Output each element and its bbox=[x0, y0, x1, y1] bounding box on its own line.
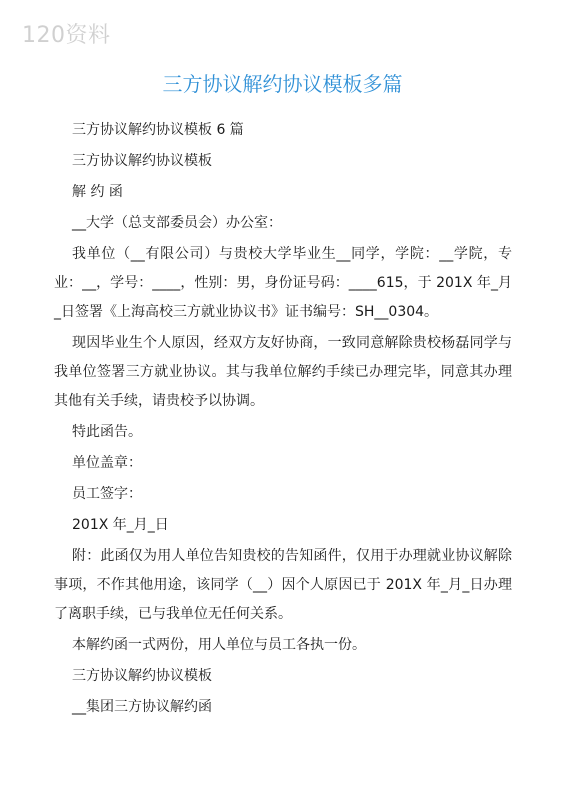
paragraph-heading: 三方协议解约协议模板 6 篇 bbox=[72, 122, 244, 138]
paragraph-body: 现因毕业生个人原因，经双方友好协商，一致同意解除贵校杨磊同学与我单位签署三方就业协议。其与我单位解约手续已办理完毕，同意其办理其他有关手续，请贵校予以协调。 bbox=[54, 335, 512, 409]
paragraph-signature: 员工签字： bbox=[72, 486, 142, 502]
paragraph-letter-title: 解 约 函 bbox=[72, 184, 123, 200]
paragraph-subheading: 三方协议解约协议模板 bbox=[72, 153, 212, 169]
paragraph-body: 我单位（__有限公司）与贵校大学毕业生__同学，学院：__学院，专业：__，学号：____，性别：男，身份证号码：____615，于 201X 年_月_日签署《上海高校三方就业协议书》证书编号：SH__0304。 bbox=[54, 246, 512, 320]
document-body bbox=[54, 116, 512, 722]
paragraph-copies: 本解约函一式两份，用人单位与员工各执一份。 bbox=[72, 637, 366, 653]
paragraph-closing: 特此函告。 bbox=[72, 424, 142, 440]
document-title: 三方协议解约协议模板多篇 bbox=[162, 72, 403, 96]
paragraph-addressee: __大学（总支部委员会）办公室： bbox=[72, 215, 282, 231]
paragraph-letter-title: __集团三方协议解约函 bbox=[72, 699, 212, 715]
watermark: 120资料 bbox=[22, 23, 111, 48]
paragraph-section-heading: 三方协议解约协议模板 bbox=[72, 668, 212, 684]
paragraph-note: 附：此函仅为用人单位告知贵校的告知函件，仅用于办理就业协议解除事项，不作其他用途，该同学（__）因个人原因已于 201X 年_月_日办理了离职手续，已与我单位无任何关系。 bbox=[54, 548, 512, 622]
paragraph-seal: 单位盖章： bbox=[72, 455, 142, 471]
paragraph-date: 201X 年_月_日 bbox=[72, 517, 169, 533]
